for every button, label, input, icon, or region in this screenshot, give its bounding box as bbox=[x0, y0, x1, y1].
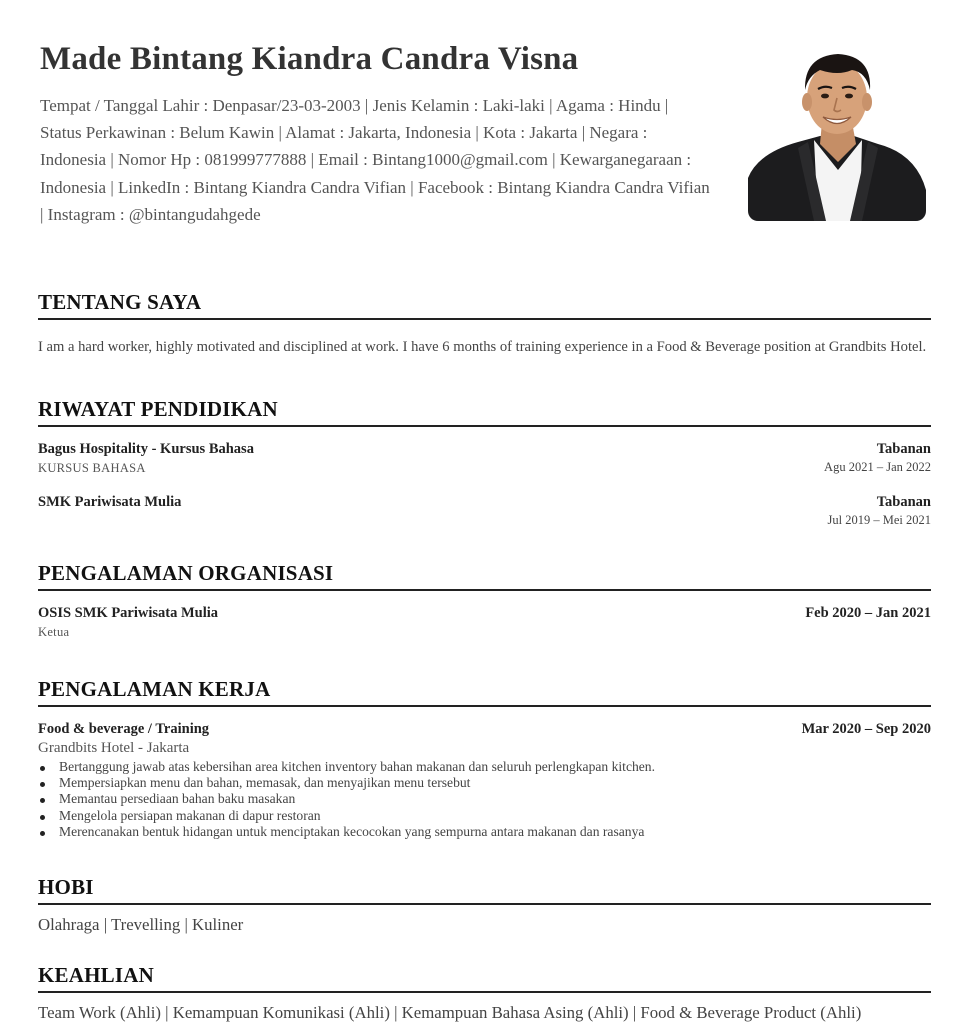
education-period: Agu 2021 – Jan 2022 bbox=[824, 460, 931, 474]
duty-text: Mengelola persiapan makanan di dapur restoran bbox=[59, 807, 321, 823]
skills-list: Team Work (Ahli) | Kemampuan Komunikasi (Ahli) | Kemampuan Bahasa Asing (Ahli) | Food & Beverage Product (Ahli) bbox=[38, 1003, 862, 1022]
about-title: TENTANG SAYA bbox=[38, 289, 931, 320]
duty-text: Mempersiapkan menu dan bahan, memasak, dan menyajikan menu tersebut bbox=[59, 775, 471, 791]
duty-text: Memantau persediaan bahan baku masakan bbox=[59, 791, 296, 807]
hobby-section bbox=[38, 874, 931, 935]
hobby-title: HOBI bbox=[38, 874, 931, 905]
duty-text: Bertanggung jawab atas kebersihan area kitchen inventory bahan makanan dan seluruh perlengkapan kitchen. bbox=[59, 759, 656, 774]
education-meta bbox=[824, 441, 931, 475]
bullet-icon bbox=[40, 782, 45, 787]
work-duties bbox=[38, 759, 931, 840]
profile-photo bbox=[748, 50, 926, 221]
school-name: SMK Pariwisata Mulia bbox=[38, 494, 182, 510]
bullet-icon bbox=[40, 815, 45, 820]
organization-entry bbox=[38, 605, 931, 640]
work-period: Mar 2020 – Sep 2020 bbox=[801, 721, 931, 737]
organization-role: Ketua bbox=[38, 625, 70, 639]
school-location: Tabanan bbox=[876, 441, 931, 457]
duty-item bbox=[38, 824, 931, 840]
duty-item bbox=[38, 775, 931, 791]
personal-info: Tempat / Tanggal Lahir : Denpasar/23-03-2003 | Jenis Kelamin : Laki-laki | Agama : Hindu | Status Perkawinan : Belum Kawin | Alamat : Jakarta, Indonesia | Kota : Jakarta | Negara : Indonesia | Nomor Hp : 081999777888 | Email : Bintang1000@gmail.com | Kewarganegaraan : Indonesia | LinkedIn : Bintang Kiandra Candra Vifian | Facebook : Bintang Kiandra Candra Vifian | Instagram : @bintangudahgede bbox=[40, 96, 710, 224]
education-section bbox=[38, 396, 931, 527]
work-entry bbox=[38, 721, 931, 840]
organization-section bbox=[38, 560, 931, 640]
bullet-icon bbox=[40, 831, 45, 836]
about-text: I am a hard worker, highly motivated and disciplined at work. I have 6 months of training experience in a Food & Beverage position at Grandbits Hotel. bbox=[38, 339, 927, 355]
education-period: Jul 2019 – Mei 2021 bbox=[827, 513, 931, 527]
duty-item bbox=[38, 791, 931, 807]
bullet-icon bbox=[40, 766, 45, 771]
school-location: Tabanan bbox=[876, 494, 931, 510]
bullet-icon bbox=[40, 798, 45, 803]
education-entry bbox=[38, 494, 931, 527]
hobby-list: Olahraga | Trevelling | Kuliner bbox=[38, 915, 244, 934]
skills-section bbox=[38, 962, 931, 1023]
duty-item bbox=[38, 759, 931, 775]
organization-name: OSIS SMK Pariwisata Mulia bbox=[38, 605, 219, 621]
work-section bbox=[38, 676, 931, 840]
work-company: Grandbits Hotel - Jakarta bbox=[38, 740, 190, 756]
duty-item bbox=[38, 808, 931, 824]
organization-meta bbox=[805, 605, 931, 622]
organization-title: PENGALAMAN ORGANISASI bbox=[38, 560, 931, 591]
duty-text: Merencanakan bentuk hidangan untuk menciptakan kecocokan yang sempurna antara makanan dan rasanya bbox=[59, 823, 645, 839]
about-section bbox=[38, 289, 931, 355]
organization-period: Feb 2020 – Jan 2021 bbox=[805, 605, 931, 621]
education-meta bbox=[828, 494, 931, 528]
skills-title: KEAHLIAN bbox=[38, 962, 931, 993]
work-meta bbox=[802, 721, 931, 738]
work-position: Food & beverage / Training bbox=[38, 721, 210, 737]
school-major: KURSUS BAHASA bbox=[38, 461, 146, 475]
candidate-name: Made Bintang Kiandra Candra Visna bbox=[40, 41, 579, 77]
cv-header bbox=[40, 38, 730, 228]
education-entry bbox=[38, 441, 931, 476]
profile-photo-illustration bbox=[748, 50, 926, 221]
work-title: PENGALAMAN KERJA bbox=[38, 676, 931, 707]
education-title: RIWAYAT PENDIDIKAN bbox=[38, 396, 931, 427]
school-name: Bagus Hospitality - Kursus Bahasa bbox=[38, 441, 254, 457]
